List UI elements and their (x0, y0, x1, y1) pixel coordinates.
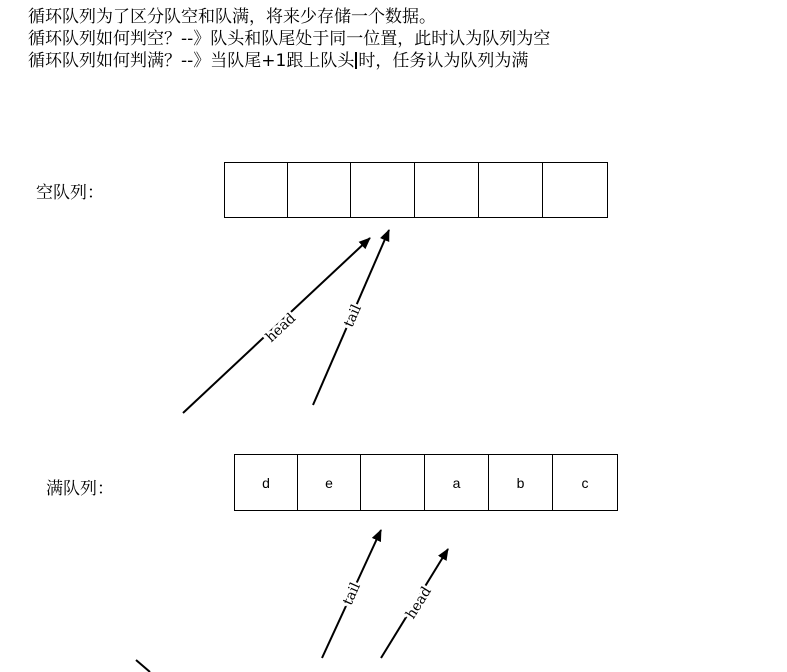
full-queue-cell-1: e (298, 455, 361, 510)
cutoff-arrow-fragment (136, 660, 150, 672)
full-queue-cell-5: c (581, 474, 589, 491)
full-queue-cell-0: d (235, 455, 298, 510)
full-head-label: head (403, 584, 435, 622)
intro-line-2: 循环队列如何判空？--》队头和队尾处于同一位置，此时认为队列为空 (28, 29, 551, 49)
intro-line-1: 循环队列为了区分队空和队满，将来少存储一个数据。 (28, 7, 436, 27)
full-tail-label: tail (340, 580, 364, 608)
full-queue-cell-3: a (425, 455, 489, 510)
empty-queue-label: 空队列： (36, 183, 104, 203)
full-queue-cell-4: b (489, 455, 553, 510)
intro-line-3-end: 时，任务认为队列为满 (358, 51, 529, 71)
full-queue-label: 满队列： (46, 479, 114, 499)
intro-line-3-start: 循环队列如何判满？--》当队尾+1跟上队头 (28, 51, 355, 71)
empty-tail-label: tail (341, 302, 365, 330)
empty-head-label: head (262, 310, 300, 346)
